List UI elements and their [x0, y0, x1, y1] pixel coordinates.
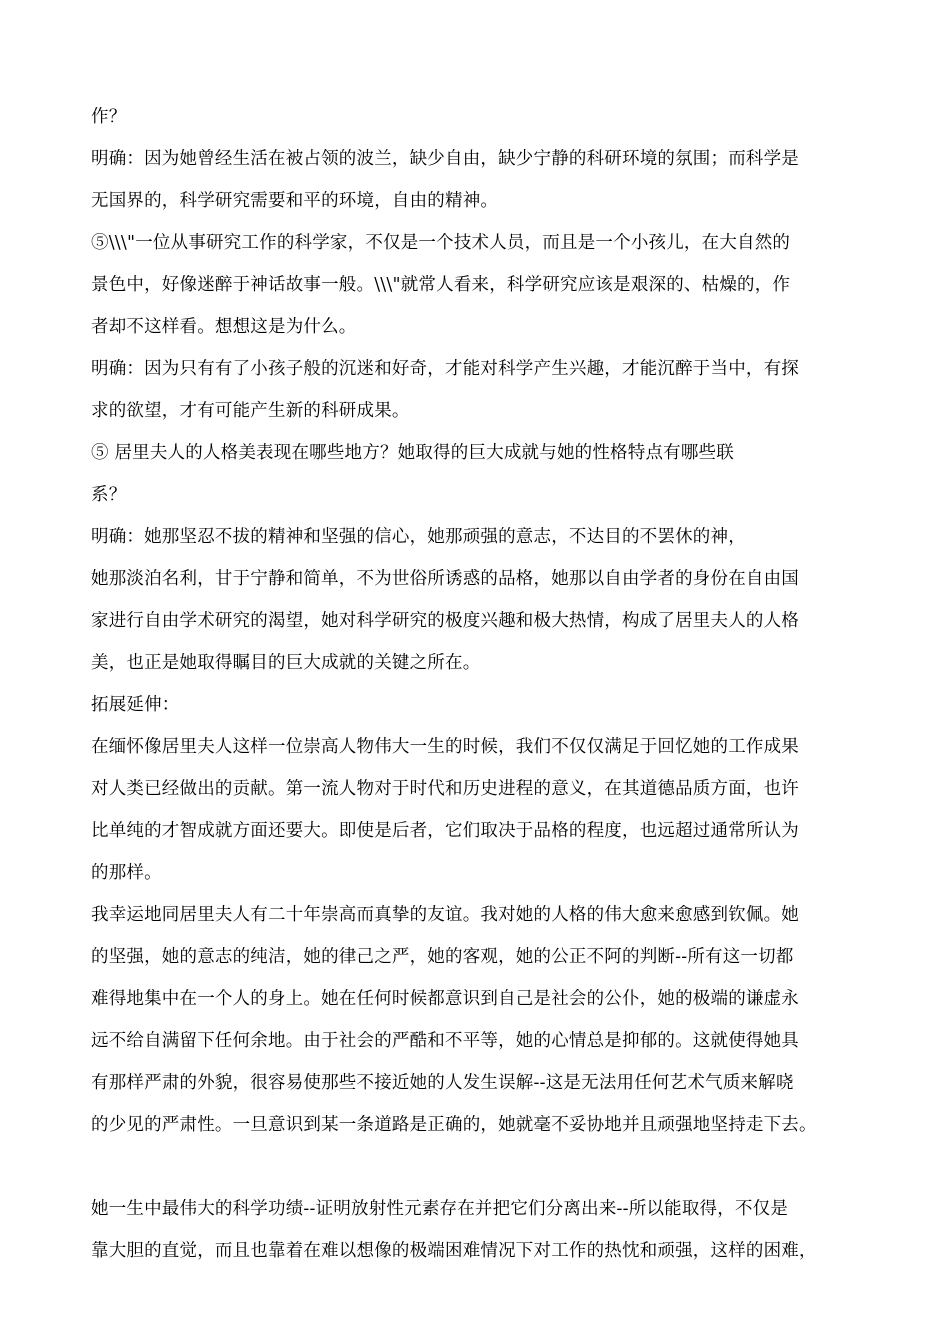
text-line: 远不给自满留下任何余地。由于社会的严酷和不平等，她的心情总是抑郁的。这就使得她具: [91, 1031, 799, 1051]
text-line: 者却不这样看。想想这是为什么。: [91, 317, 357, 337]
section-heading: 拓展延伸：: [91, 695, 180, 715]
text-line: 她一生中最伟大的科学功绩--证明放射性元素存在并把它们分离出来--所以能取得，不仅是: [91, 1199, 789, 1219]
text-line: 明确：她那坚忍不拔的精神和坚强的信心，她那顽强的意志，不达目的不罢休的神，: [91, 527, 746, 547]
text-line: 比单纯的才智成就方面还要大。即使是后者，它们取决于品格的程度，也远超过通常所认为: [91, 821, 799, 841]
text-line: 在缅怀像居里夫人这样一位崇高人物伟大一生的时候，我们不仅仅满足于回忆她的工作成果: [91, 737, 799, 757]
text-line: 她那淡泊名利，甘于宁静和简单，不为世俗所诱惑的品格，她那以自由学者的身份在自由国: [91, 569, 799, 589]
document-page: [91, 96, 873, 1272]
text-line: 靠大胆的直觉，而且也靠着在难以想像的极端困难情况下对工作的热忱和顽强，这样的困难，: [91, 1241, 817, 1261]
text-line: 明确：因为她曾经生活在被占领的波兰，缺少自由，缺少宁静的科研环境的氛围；而科学是: [91, 149, 799, 169]
text-line: 有那样严肃的外貌，很容易使那些不接近她的人发生误解--这是无法用任何艺术气质来解哓: [91, 1073, 794, 1093]
text-line: ⑤\\\"一位从事研究工作的科学家，不仅是一个技术人员，而且是一个小孩儿，在大自然的: [91, 233, 791, 253]
text-line: 家进行自由学术研究的渴望，她对科学研究的极度兴趣和极大热情，构成了居里夫人的人格: [91, 611, 799, 631]
text-line: 无国界的，科学研究需要和平的环境，自由的精神。: [91, 191, 499, 211]
text-line: 美，也正是她取得瞩目的巨大成就的关键之所在。: [91, 653, 481, 673]
text-line: 对人类已经做出的贡献。第一流人物对于时代和历史进程的意义，在其道德品质方面，也许: [91, 779, 799, 799]
text-line: 我幸运地同居里夫人有二十年崇高而真挚的友谊。我对她的人格的伟大愈来愈感到钦佩。她: [91, 905, 799, 925]
text-line: ⑤ 居里夫人的人格美表现在哪些地方？她取得的巨大成就与她的性格特点有哪些联: [91, 443, 734, 463]
text-line: 系？: [91, 485, 127, 505]
text-line: 作？: [91, 107, 127, 127]
text-line: 求的欲望，才有可能产生新的科研成果。: [91, 401, 410, 421]
text-line: 的那样。: [91, 863, 162, 883]
text-line: 景色中，好像迷醉于神话故事一般。\\\"就常人看来，科学研究应该是艰深的、枯燥的，作: [91, 275, 791, 295]
text-line: 的少见的严肃性。一旦意识到某一条道路是正确的，她就毫不妥协地并且顽强地坚持走下去。: [91, 1115, 817, 1135]
text-line: 难得地集中在一个人的身上。她在任何时候都意识到自己是社会的公仆，她的极端的谦虚永: [91, 989, 799, 1009]
text-line: 明确：因为只有有了小孩子般的沉迷和好奇，才能对科学产生兴趣，才能沉醉于当中，有探: [91, 359, 799, 379]
text-line: 的坚强，她的意志的纯洁，她的律己之严，她的客观，她的公正不阿的判断--所有这一切都: [91, 947, 794, 967]
blank-line: [91, 1146, 873, 1188]
